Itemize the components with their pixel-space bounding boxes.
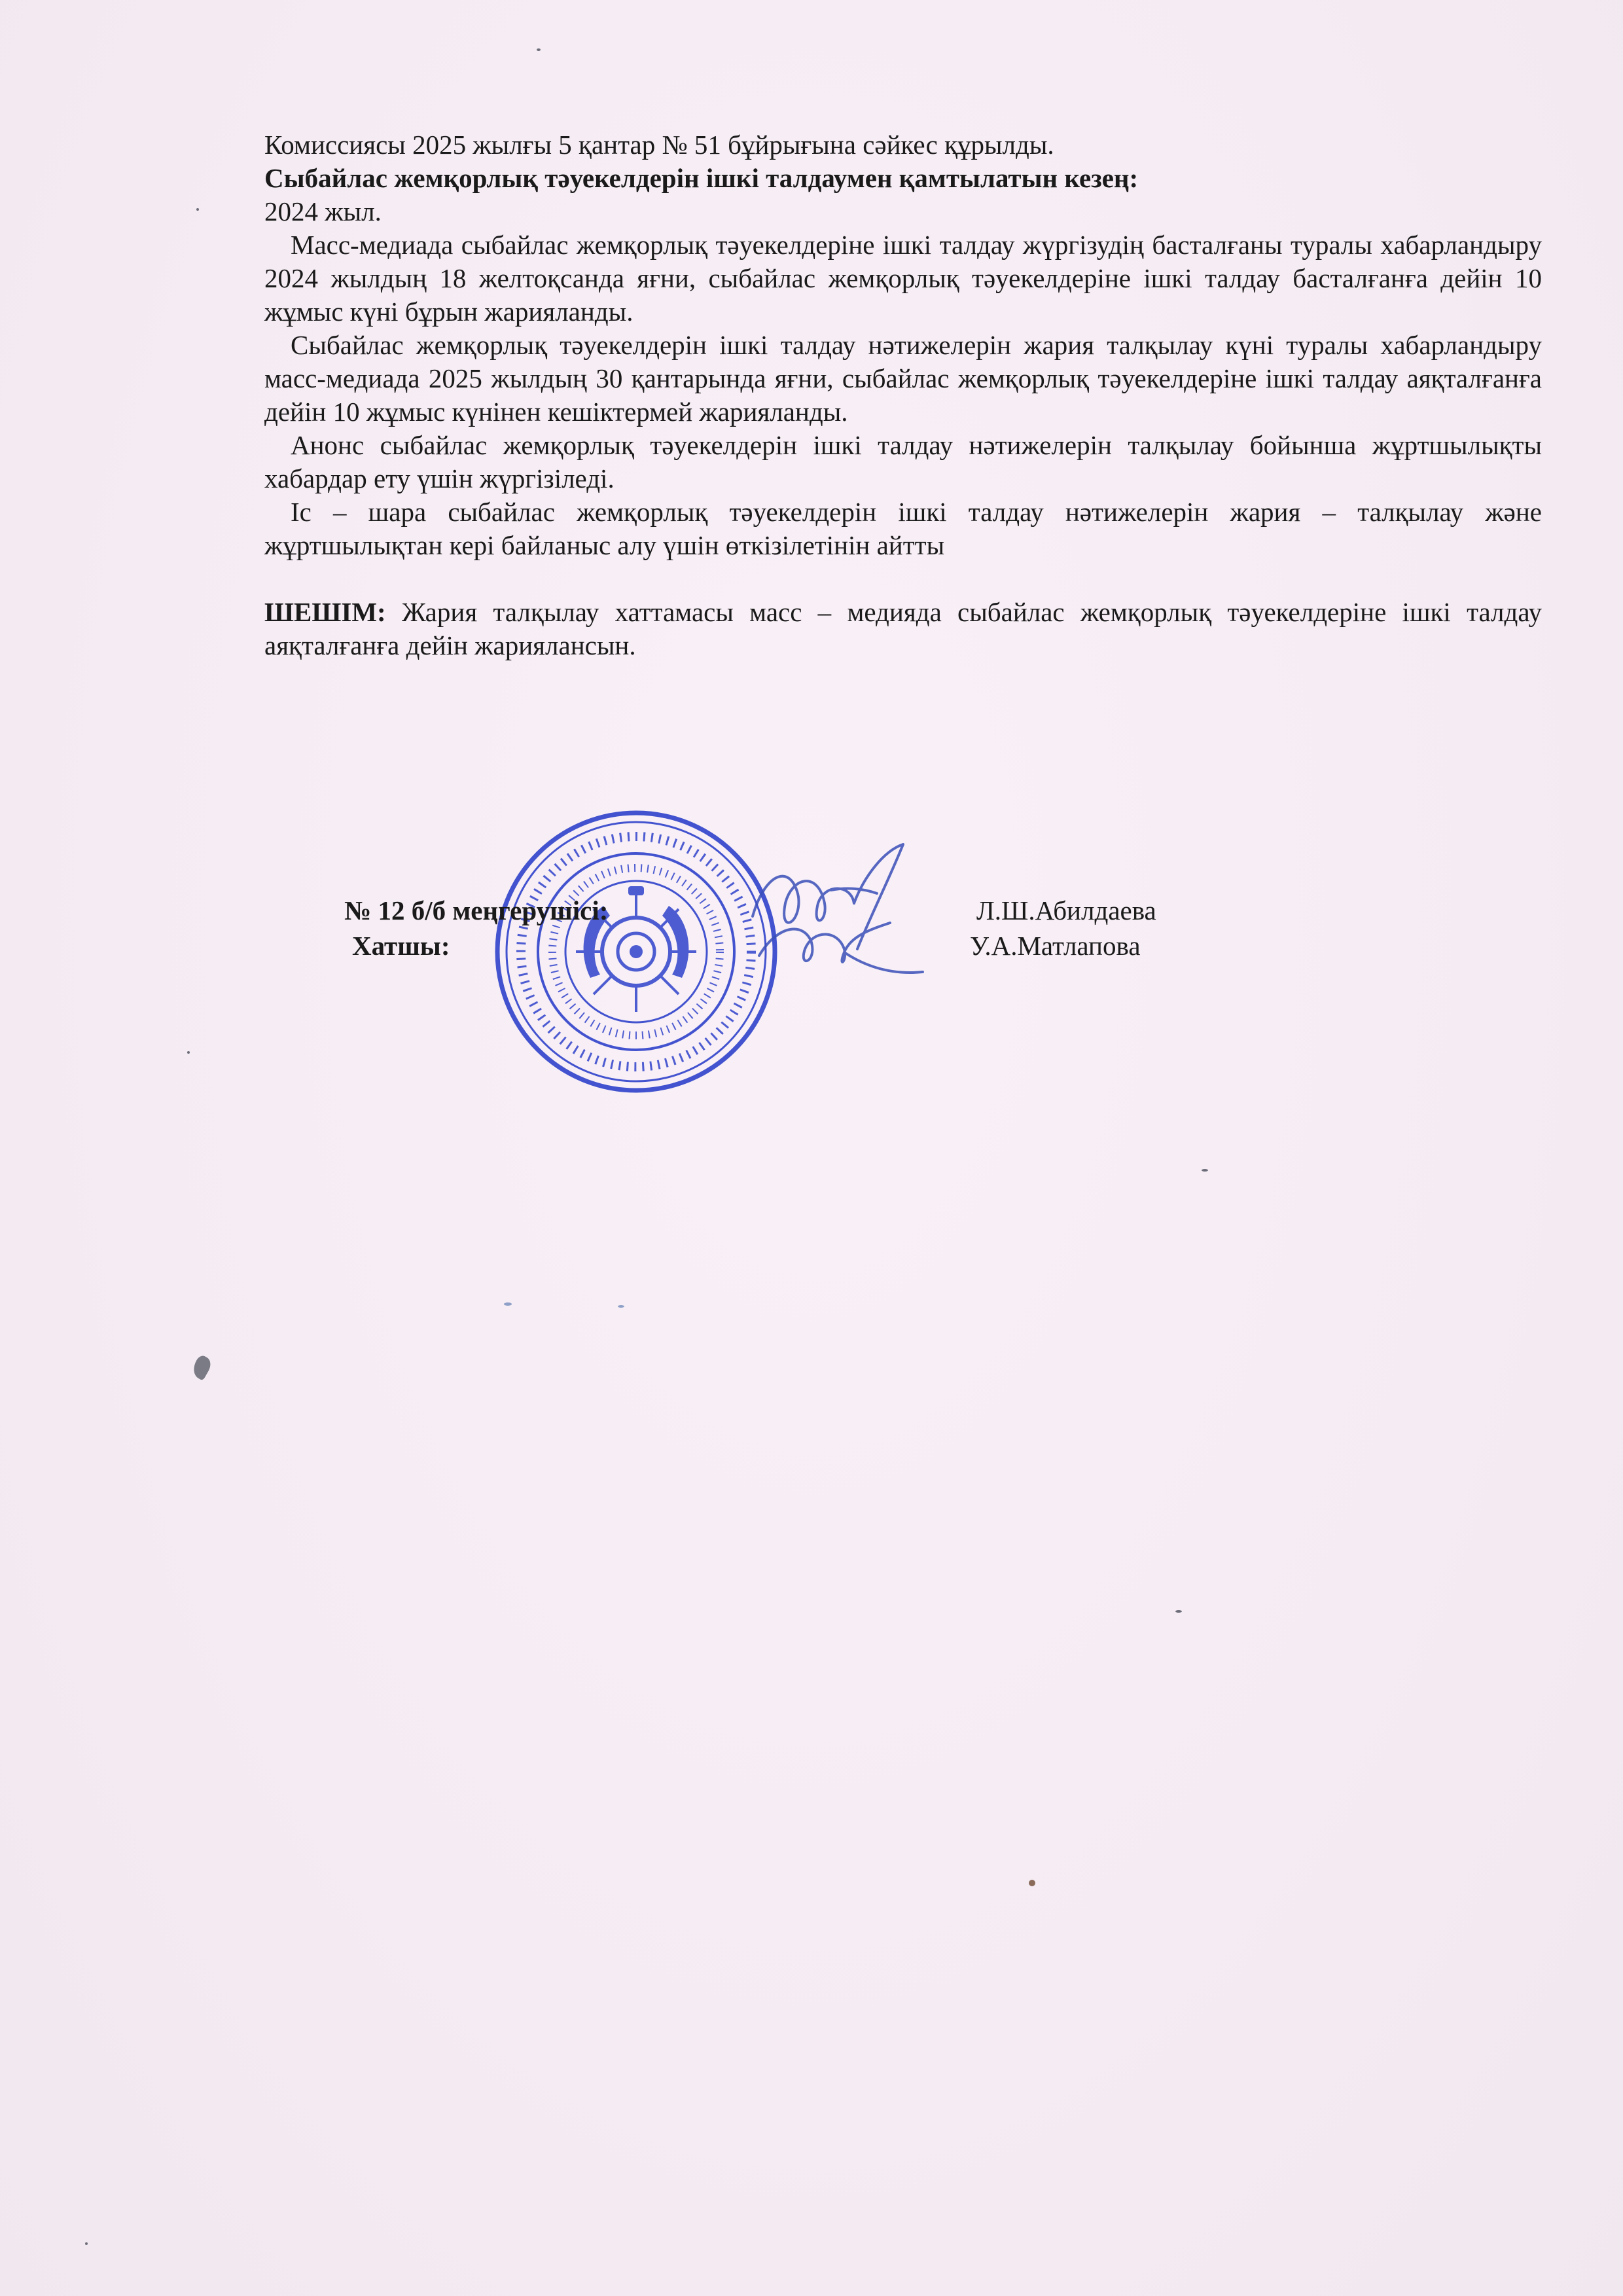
scan-speck: [618, 1305, 624, 1308]
decision-label: ШЕШІМ:: [264, 597, 386, 627]
paragraph-anons: Анонс сыбайлас жемқорлық тәуекелдерін ішкі талдау нәтижелерін талқылау бойынша жұртшылықты хабардар ету үшін жүргізіледі.: [264, 430, 1542, 493]
scan-speck: [537, 48, 541, 51]
paragraph-event: Іс – шара сыбайлас жемқорлық тәуекелдерін ішкі талдау нәтижелерін жария – талқылау және жұртшылықтан кері байланыс алу үшін өткізілетінін айтты: [264, 497, 1542, 560]
period-value: 2024 жыл.: [264, 196, 382, 226]
scan-speck: [196, 208, 199, 211]
scan-speck: [85, 2242, 88, 2245]
signer-name-head: Л.Ш.Абилдаева: [976, 895, 1156, 925]
scan-speck: [187, 1051, 190, 1054]
scan-speck: [1029, 1880, 1035, 1886]
paragraph-announcement: Масс-медиада сыбайлас жемқорлық тәуекелдеріне ішкі талдау жүргізудің басталғаны туралы хабарландыру 2024 жылдың 18 желтоқсанда яғни, сыбайлас жемқорлық тәуекелдеріне ішкі талдау басталғанға дейін 10 жұмыс күні бұрын жарияланды.: [264, 230, 1542, 327]
signer-role-head: № 12 б/б меңгерушісі:: [344, 895, 609, 925]
paragraph-discussion-date: Сыбайлас жемқорлық тәуекелдерін ішкі талдау нәтижелерін жария талқылау күні туралы хабарландыру масс-медиада 2025 жылдың 30 қантарында яғни, сыбайлас жемқорлық тәуекелдеріне ішкі талдау аяқталғанға дейін 10 жұмыс күнінен кешіктермей жарияланды.: [264, 330, 1542, 427]
intro-line: Комиссиясы 2025 жылғы 5 қантар № 51 бұйрығына сәйкес құрылды.: [264, 130, 1054, 160]
scan-speck: [1202, 1169, 1208, 1172]
scan-speck: [1175, 1610, 1182, 1613]
signer-role-secretary: Хатшы:: [352, 931, 450, 961]
period-heading: Сыбайлас жемқорлық тәуекелдерін ішкі талдаумен қамтылатын кезең:: [264, 163, 1139, 193]
signer-name-secretary: У.А.Матлапова: [970, 931, 1141, 961]
decision-text: Жария талқылау хаттамасы масс – медияда сыбайлас жемқорлық тәуекелдеріне ішкі талдау аяқталғанға дейін жариялансын.: [264, 597, 1542, 660]
scan-speck: [504, 1302, 512, 1306]
